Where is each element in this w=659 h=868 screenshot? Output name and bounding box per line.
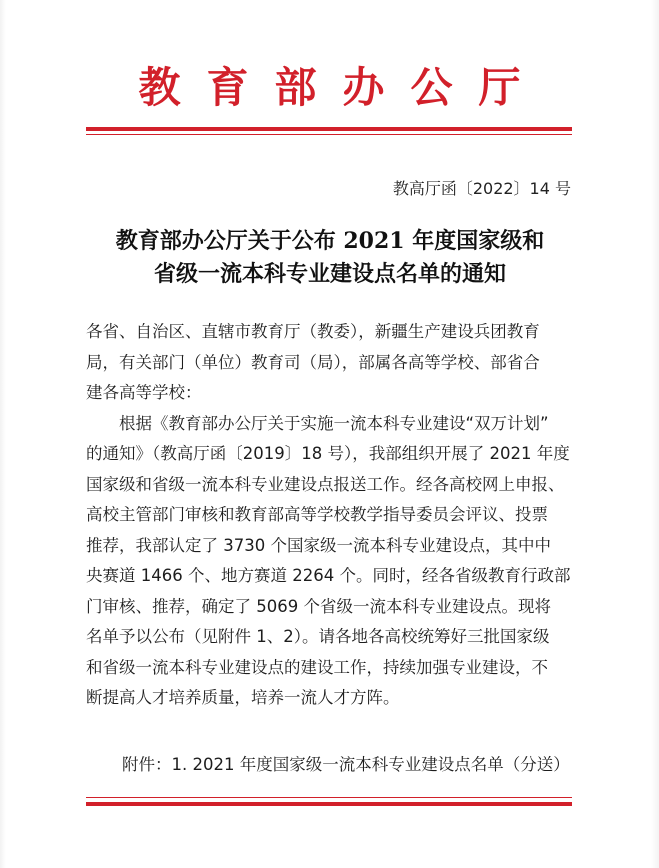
body-line: 和省级一流本科专业建设点的建设工作，持续加强专业建设，不 xyxy=(86,657,548,677)
body-line: 断提高人才培养质量，培养一流人才方阵。 xyxy=(86,688,400,707)
body-line: 各省、自治区、直辖市教育厅（教委），新疆生产建设兵团教育 xyxy=(86,322,540,341)
document-number: 教高厅函〔2022〕14 号 xyxy=(392,179,571,198)
body-line: 局，有关部门（单位）教育司（局），部属各高等学校、部省合 xyxy=(86,352,540,372)
body-line: 央赛道 1466 个、地方赛道 2264 个。同时，经各省级教育行政部 xyxy=(86,566,571,585)
red-divider-top-thick xyxy=(86,127,572,131)
title-line: 教育部办公厅关于公布 2021 年度国家级和 xyxy=(115,228,545,254)
issuer-header: 教育部办公厅 xyxy=(138,63,547,112)
attachment-line: 附件：1. 2021 年度国家级一流本科专业建设点名单（分送） xyxy=(122,755,570,774)
red-divider-bottom-thin xyxy=(86,797,572,798)
document-title xyxy=(70,225,590,291)
document-body xyxy=(86,317,578,714)
body-line: 推荐，我部认定了 3730 个国家级一流本科专业建设点，其中中 xyxy=(86,535,551,555)
body-line: 建各高等学校： xyxy=(86,383,202,402)
body-line: 国家级和省级一流本科专业建设点报送工作。经各高校网上申报、 xyxy=(86,474,565,494)
red-divider-top-thin xyxy=(86,134,572,135)
body-line: 高校主管部门审核和教育部高等学校教学指导委员会评议、投票 xyxy=(86,505,548,524)
body-line: 的通知》（教高厅函〔2019〕18 号），我部组织开展了 2021 年度 xyxy=(86,444,570,463)
red-divider-bottom-thick xyxy=(86,802,572,806)
title-line: 省级一流本科专业建设点名单的通知 xyxy=(153,261,506,287)
body-line: 名单予以公布（见附件 1、2）。请各地各高校统筹好三批国家级 xyxy=(86,627,550,646)
body-line: 根据《教育部办公厅关于实施一流本科专业建设“双万计划” xyxy=(86,413,549,433)
body-line: 门审核、推荐，确定了 5069 个省级一流本科专业建设点。现将 xyxy=(86,596,551,616)
